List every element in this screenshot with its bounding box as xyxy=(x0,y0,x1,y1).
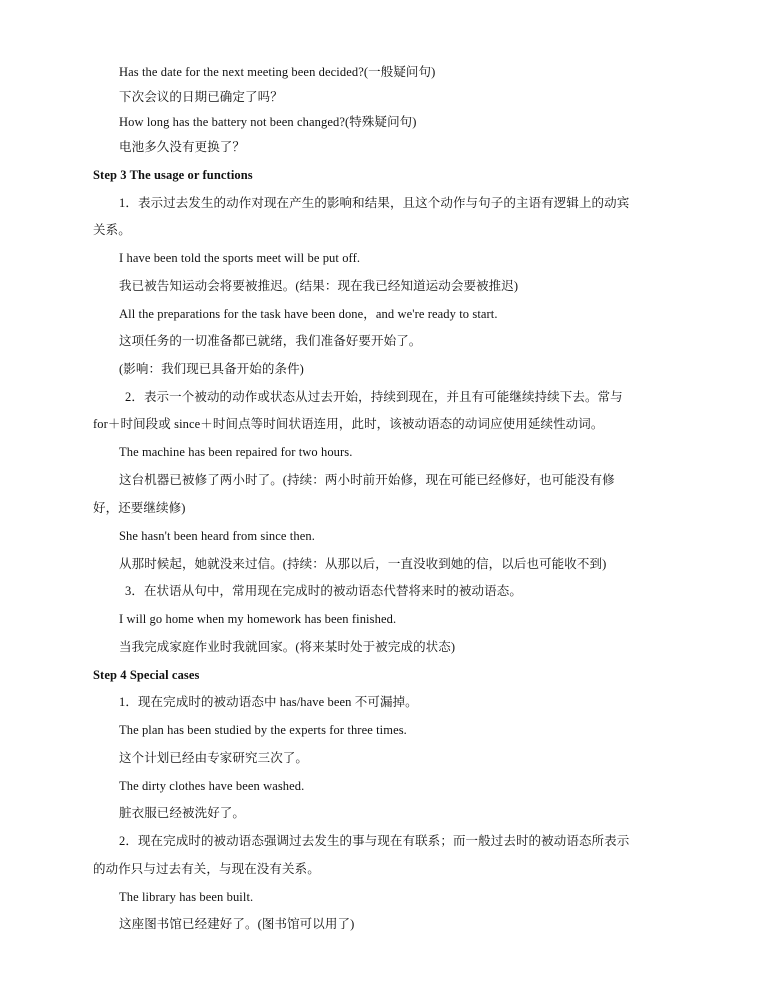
example-sentence: The library has been built. xyxy=(119,890,254,904)
rule-paragraph-line: 的动作只与过去有关，与现在没有关系。 xyxy=(93,862,320,876)
section-heading-step4: Step 4 Special cases xyxy=(93,668,200,682)
example-sentence: She hasn't been heard from since then. xyxy=(119,529,315,543)
example-question-general: Has the date for the next meeting been decided?(一般疑问句) xyxy=(119,65,436,79)
example-sentence: All the preparations for the task have been done，and we're ready to start. xyxy=(119,307,498,321)
rule-paragraph-line: 3．在状语从句中，常用现在完成时的被动语态代替将来时的被动语态。 xyxy=(125,584,522,598)
rule-paragraph-line: 关系。 xyxy=(93,223,131,237)
example-sentence: I will go home when my homework has been finished. xyxy=(119,612,397,626)
example-sentence: The plan has been studied by the experts for three times. xyxy=(119,723,407,737)
example-sentence: The dirty clothes have been washed. xyxy=(119,779,305,793)
section-heading-step3: Step 3 The usage or functions xyxy=(93,168,253,182)
rule-paragraph-line: 1．现在完成时的被动语态中 has/have been 不可漏掉。 xyxy=(119,695,418,709)
example-sentence: I have been told the sports meet will be put off. xyxy=(119,251,361,265)
rule-paragraph-line: for＋时间段或 since＋时间点等时间状语连用，此时，该被动语态的动词应使用延续性动词。 xyxy=(93,417,604,431)
example-translation: 这个计划已经由专家研究三次了。 xyxy=(119,751,309,765)
example-sentence: The machine has been repaired for two hours. xyxy=(119,445,353,459)
example-question-special: How long has the battery not been changed?(特殊疑问句) xyxy=(119,115,417,129)
example-translation: 下次会议的日期已确定了吗？ xyxy=(119,90,283,104)
rule-paragraph-line: 2．表示一个被动的动作或状态从过去开始，持续到现在，并且有可能继续持续下去。常与 xyxy=(125,390,623,404)
example-translation: 这座图书馆已经建好了。(图书馆可以用了) xyxy=(119,917,355,931)
example-translation: 这项任务的一切准备都已就绪，我们准备好要开始了。 xyxy=(119,334,422,348)
example-note: (影响：我们现已具备开始的条件) xyxy=(119,362,304,376)
example-translation: 从那时候起，她就没来过信。(持续：从那以后，一直没收到她的信，以后也可能收不到) xyxy=(119,557,607,571)
example-translation: 电池多久没有更换了？ xyxy=(119,140,246,154)
rule-paragraph-line: 1．表示过去发生的动作对现在产生的影响和结果，且这个动作与句子的主语有逻辑上的动宾 xyxy=(119,196,630,210)
example-translation: 我已被告知运动会将要被推迟。(结果：现在我已经知道运动会要被推迟) xyxy=(119,279,519,293)
example-translation-continued: 好，还要继续修) xyxy=(93,501,186,515)
example-translation: 这台机器已被修了两小时了。(持续：两小时前开始修，现在可能已经修好，也可能没有修 xyxy=(119,473,615,487)
rule-paragraph-line: 2．现在完成时的被动语态强调过去发生的事与现在有联系；而一般过去时的被动语态所表示 xyxy=(119,834,630,848)
example-translation: 脏衣服已经被洗好了。 xyxy=(119,806,246,820)
example-translation: 当我完成家庭作业时我就回家。(将来某时处于被完成的状态) xyxy=(119,640,456,654)
